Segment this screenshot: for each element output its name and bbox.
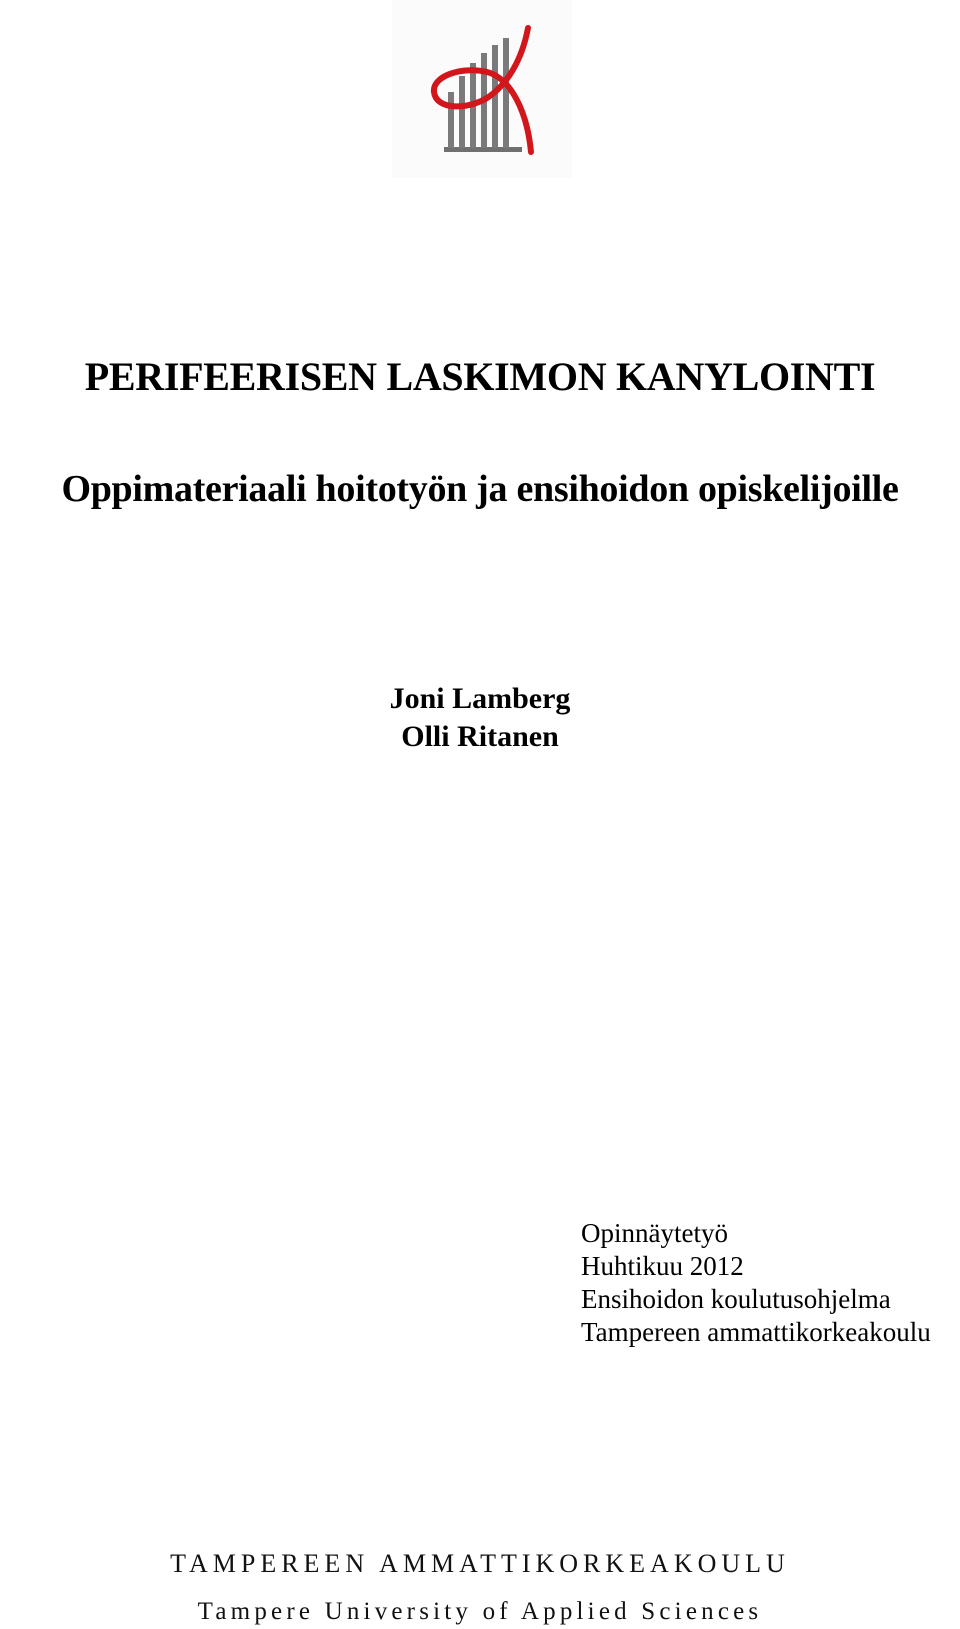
footer-name-finnish: TAMPEREEN AMMATTIKORKEAKOULU — [170, 1549, 790, 1578]
thesis-date: Huhtikuu 2012 — [581, 1251, 744, 1281]
author-name: Joni Lamberg — [389, 682, 571, 715]
institution-name: Tampereen ammattikorkeakoulu — [581, 1317, 931, 1347]
author-list — [0, 680, 960, 756]
footer-name-english: Tampere University of Applied Sciences — [197, 1598, 763, 1625]
author-name: Olli Ritanen — [401, 720, 559, 753]
thesis-meta — [581, 1217, 931, 1349]
thesis-type: Opinnäytetyö — [581, 1218, 728, 1248]
document-title: PERIFEERISEN LASKIMON KANYLOINTI — [84, 354, 876, 399]
document-subtitle: Oppimateriaali hoitotyön ja ensihoidon opiskelijoille — [61, 468, 899, 510]
tamk-logo — [392, 0, 572, 178]
degree-programme: Ensihoidon koulutusohjelma — [581, 1284, 891, 1314]
tamk-logo-icon — [392, 0, 572, 178]
